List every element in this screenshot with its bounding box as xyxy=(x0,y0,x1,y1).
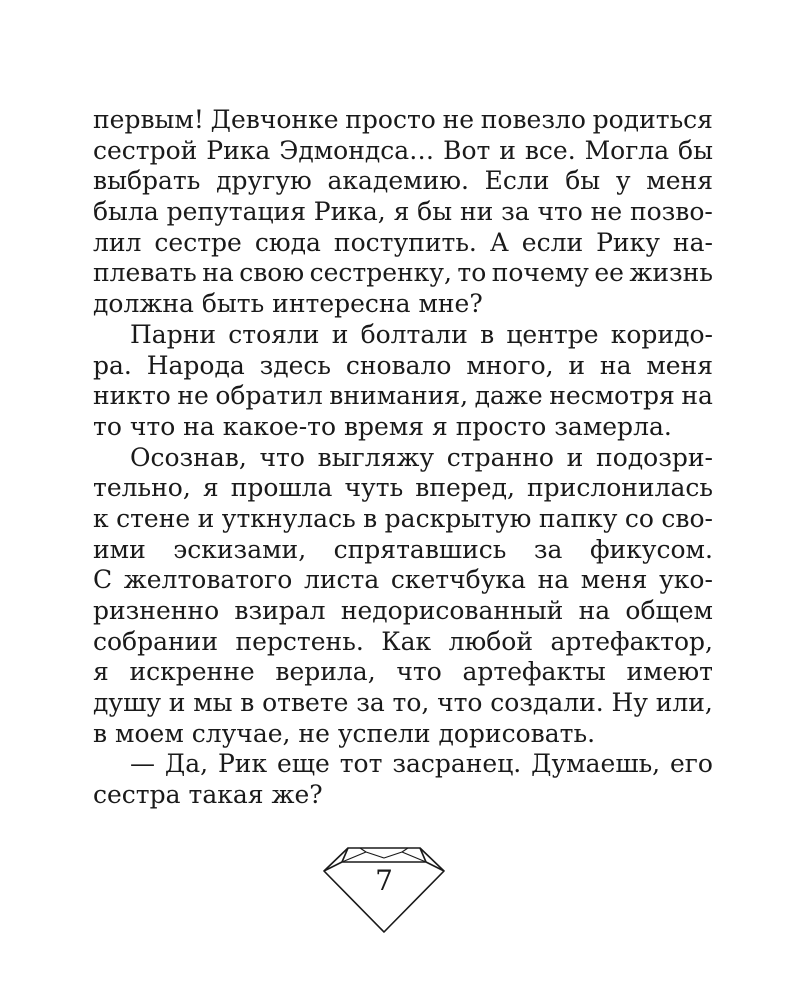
page-number-badge xyxy=(320,838,448,936)
text-line: С желтоватого листа скетчбука на меня уко- xyxy=(93,565,713,595)
text-line: Парни стояли и болтали в центре коридо- xyxy=(130,319,713,349)
text-line: никто не обратил внимания, даже несмотря на xyxy=(93,381,713,411)
text-line: плевать на свою сестренку, то почему ее жизнь xyxy=(93,258,713,288)
text-line: лил сестре сюда поступить. А если Рику на- xyxy=(93,227,713,257)
text-line: первым! Девчонке просто не повезло родиться xyxy=(93,105,713,134)
text-line: сестрой Рика Эдмондса… Вот и все. Могла бы xyxy=(93,135,713,165)
text-line: Осознав, что выгляжу странно и подозри- xyxy=(130,442,713,472)
text-line: — Да, Рик еще тот засранец. Думаешь, его xyxy=(130,749,713,779)
text-line: тельно, я прошла чуть вперед, прислонилась xyxy=(93,473,713,503)
text-line: выбрать другую академию. Если бы у меня xyxy=(93,166,713,196)
text-line: к стене и уткнулась в раскрытую папку со сво- xyxy=(93,503,713,533)
text-line: в моем случае, не успели дорисовать. xyxy=(93,718,596,748)
text-line: была репутация Рика, я бы ни за что не позво- xyxy=(93,197,713,227)
page-number: 7 xyxy=(375,864,393,897)
text-line: сестра такая же? xyxy=(93,780,323,810)
text-line: должна быть интересна мне? xyxy=(93,289,483,319)
body-text xyxy=(93,105,713,811)
text-line: ра. Народа здесь сновало много, и на меня xyxy=(93,350,713,380)
text-line: собрании перстень. Как любой артефактор, xyxy=(93,626,713,656)
text-line: ризненно взирал недорисованный на общем xyxy=(93,596,713,625)
text-line: то что на какое-то время я просто замерла. xyxy=(93,411,672,441)
text-line: ими эскизами, спрятавшись за фикусом. xyxy=(93,534,713,564)
text-line: я искренне верила, что артефакты имеют xyxy=(93,657,713,687)
text-line: душу и мы в ответе за то, что создали. Ну или, xyxy=(93,688,713,718)
